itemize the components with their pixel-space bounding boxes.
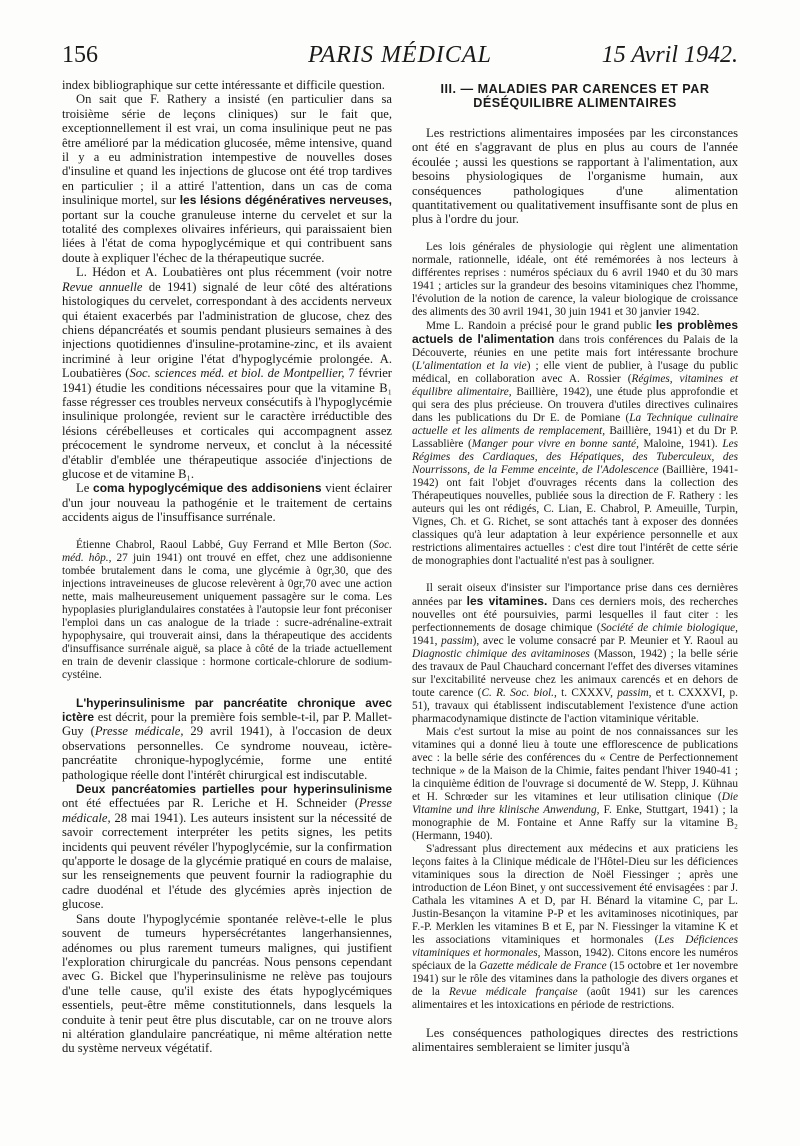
paragraph: Les conséquences pathologiques directes des restrictions alimentaires sembleraient se limiter jusqu'à	[412, 1025, 738, 1055]
small-paragraph: Il serait oiseux d'insister sur l'importance prise dans ces dernières années par les vitamines. Dans ces derniers mois, des recherches nouvelles ont été poursuivies, parmi lesquelles il faut citer : les perfectionnements de dosage chimique (Société de chimie biologique, 1941, passim), avec le volume consacré par P. Meunier et Y. Raoul au Diagnostic chimique des avitaminoses (Masson, 1942) ; la belle série des travaux de Paul Chauchard concernant l'effet des diverses vitamines sur l'excitabilité nerveuse chez les animaux carencés et en dehors de toute carence (C. R. Soc. biol., t. CXXXV, passim, et t. CXXXVI, p. 51), travaux qui établissent indiscutablement l'existence d'une action pharmacodynamique distincte de l'action vitaminique véritable.	[412, 581, 739, 725]
small-paragraph: Étienne Chabrol, Raoul Labbé, Guy Ferrand et Mlle Berton (Soc. méd. hôp., 27 juin 1941) ont trouvé en effet, chez une addisonienne tombée brutalement dans le coma, une glycémie à 0gr,30, que des injections intraveineuses de glucose relevèrent à 0gr,70 avec une action nette, mais malheureusement uniquement passagère sur le coma. Les hypoplasies pluriglandulaires constatées à l'autopsie leur font préconiser l'emploi dans un cas analogue de la triade : sucre-adrénaline-extrait hypophysaire, qui trouverait ainsi, dans la thérapeutique des accidents d'insuffisance surrénale aiguë, sa place à côté de la triade actuellement en train de devenir classique : hormone corticale-chlorure de sodium-cystéine.	[62, 538, 392, 681]
bold-term: L'hyperinsulinisme par pancréatite chronique avec ictère	[62, 695, 392, 724]
issue-date: 15 Avril 1942.	[601, 42, 738, 68]
bold-term: coma hypoglycémique des addisoniens	[93, 481, 322, 496]
page-header	[62, 42, 738, 76]
bold-term: les problèmes actuels de l'alimentation	[412, 317, 738, 346]
paragraph: index bibliographique sur cette intéressante et difficile question.	[62, 78, 385, 92]
running-title: PARIS MÉDICAL	[308, 42, 492, 68]
left-column	[62, 78, 392, 1056]
paragraph: Sans doute l'hypoglycémie spontanée relève-t-elle le plus souvent de tumeurs hypersécrétantes langerhansiennes, adénomes ou plus rarement tumeurs malignes, qui justifient l'exploration chirurgicale du pancréas. Nous pensons cependant avec G. Bickel que l'hyperinsulinisme ne relève pas toujours d'une telle cause, qu'il existe des états hypoglycémiques essentiels, peut-être même constitutionnels, dans lesquels la conduite à tenir peut être plus discutable, car on ne trouve alors ni altération glandulaire pancréatique, ni même altération nette du système nerveux végétatif.	[62, 911, 392, 1056]
paragraph: Deux pancréatomies partielles pour hyperinsulinisme ont été effectuées par R. Leriche et H. Schneider (Presse médicale, 28 mai 1941). Les auteurs insistent sur la nécessité de savoir correctement interpréter les petits signes, les petits incidents qui peuvent révéler l'hypoglycémie, sur la confirmation qu'apporte le dosage de la glycémie pratiqué en cours de malaise, sur les renseignements que peuvent fournir la radiographie du cadre duodénal et l'étude des glycémies après injection de glucose.	[62, 782, 392, 912]
paragraph: Les restrictions alimentaires imposées par les circonstances ont été en s'aggravant de plus en plus au cours de l'année écoulée ; aussi les questions se rapportant à l'alimentation, aux besoins physiologiques de l'organisme humain, aux conséquences pathologiques d'une alimentation quantitativement ou qualitativement insuffisante sont de plus en plus à l'ordre du jour.	[412, 126, 738, 227]
bold-term: Deux pancréatomies partielles pour hyperinsulinisme	[76, 782, 392, 797]
small-paragraph: S'adressant plus directement aux médecins et aux praticiens les leçons faites à la Clinique médicale de l'Hôtel-Dieu sur les déficiences vitaminiques sous la direction de Noël Fiessinger ; après une introduction de Léon Binet, y ont successivement été envisagées : par J. Cathala les vitamines A et D, par H. Bénard la vitamine C, par L. Justin-Besançon la vitamine P-P et les avitaminoses nicotiniques, par F.-P. Merklen les vitamines B et E, par N. Fiessinger la vitamine K et les associations vitaminiques et hormonales (Les Déficiences vitaminiques et hormonales, Masson, 1942). Citons encore les numéros spéciaux de la Gazette médicale de France (15 octobre et 1er novembre 1941) sur le rôle des vitamines dans la pathologie des divers organes et de la Revue médicale française (août 1941) sur les carences alimentaires et les intoxications en période de restrictions.	[412, 842, 738, 1011]
small-paragraph: Mme L. Randoin a précisé pour le grand public les problèmes actuels de l'alimentation dans trois conférences du Palais de la Découverte, réunies en une petite mais fort intéressante brochure (L'alimentation et la vie) ; elle vient de publier, à l'usage du public médical, en collaboration avec A. Rossier (Régimes, vitamines et équilibre alimentaire, Baillière, 1942), une étude plus approfondie et qui sera des plus précieuse. On trouvera d'utiles directives culinaires dans les publications du Dr E. de Pomiane (La Technique culinaire actuelle et les aliments de remplacement, Baillière, 1941) et du Dr P. Lassablière (Manger pour vivre en bonne santé, Maloine, 1941). Les Régimes des Cardiaques, des Hépatiques, des Tuberculeux, des Nourrissons, de la Femme enceinte, de l'Adolescence (Baillière, 1941-1942) ont fait l'objet d'ouvrages récents dans la collection des Thérapeutiques nouvelles, publiée sous la direction de F. Rathery : les auteurs qui les ont rédigés, C. Lian, E. Chabrol, P. Ameuille, Turpin, Vignes, Ch. et G. Richet, se sont attachés tant à exposer des données classiques qu'à leur adaptation à leur expérience personnelle et aux restrictions alimentaires actuelles : c'est dire tout l'intérêt de cette série de monographies dont l'actualité n'est pas à souligner.	[412, 317, 739, 567]
paragraph: On sait que F. Rathery a insisté (en particulier dans sa troisième série de leçons cliniques) sur le fait que, exceptionnellement il est vrai, un coma insulinique peut ne pas être amélioré par la médication glucosée, même intensive, quand il y a eu administration intempestive de nouvelles doses d'insuline et quand les injections de glucose ont été trop tardives en particulier ; il a attiré l'attention, dans un cas de coma insulinique mortel, sur les lésions dégénératives nerveuses, portant sur la couche granuleuse interne du cervelet et sur la totalité des complexes olivaires inférieurs, qui paraissaient bien liées à l'état de coma hypoglycémique et qui contribuent sans doute à expliquer l'échec de la thérapeutique sucrée.	[62, 92, 392, 265]
bold-term: les lésions dégénératives nerveuses,	[179, 193, 392, 208]
page-number: 156	[62, 42, 98, 68]
paragraph: L. Hédon et A. Loubatières ont plus récemment (voir notre Revue annuelle de 1941) signalé de leur côté des altérations histologiques du cervelet, correspondant à des accidents nerveux qui étaient exacerbés par l'administration de glucose, chez des chiens dépancréatés et soumis pendant plusieurs semaines à des injections quotidiennes d'insuline-protamine-zinc, et ils avaient incriminé à leur origine l'état d'hypoglycémie prolongée. A. Loubatières (Soc. sciences méd. et biol. de Montpellier, 7 février 1941) étudie les conditions nécessaires pour que la vitamine B₁ fasse régresser ces troubles nerveux consécutifs à l'hypoglycémie insulinique prolongée, revient sur le caractère irréductible des lésions cérébelleuses et corticales qui accompagnent assez précocement le syndrome nerveux, et conclut à la nécessité d'établir d'emblée une thérapeutique associée d'injections de glucose et de vitamine B₁.	[62, 265, 392, 481]
bold-term: les vitamines.	[466, 593, 548, 608]
paragraph: Le coma hypoglycémique des addisoniens vient éclairer d'un jour nouveau la pathogénie et le traitement de certains accidents aigus de l'insuffisance surrénale.	[62, 481, 392, 525]
paragraph: L'hyperinsulinisme par pancréatite chronique avec ictère est décrit, pour la première fois semble-t-il, par P. Mallet-Guy (Presse médicale, 29 avril 1941), à l'occasion de deux observations personnelles. Ce syndrome nouveau, ictère-pancréatite chronique-hypoglycémie, forme une entité pathologique réelle dont l'intérêt chirurgical est indiscutable.	[62, 695, 393, 782]
small-paragraph: Les lois générales de physiologie qui règlent une alimentation normale, rationnelle, idéale, ont été remémorées à nos lecteurs à différentes reprises : numéros spéciaux du 6 avril 1940 et du 30 mars 1941 ; articles sur la grandeur des besoins vitaminiques chez l'homme, l'évolution de la notion de carence, la valeur biologique de croissance des aliments des 30 avril 1941, 30 juin 1941 et 30 janvier 1942.	[412, 240, 738, 318]
section-title: III. — MALADIES PAR CARENCES ET PAR DÉSÉQUILIBRE ALIMENTAIRES	[440, 82, 710, 110]
small-paragraph: Mais c'est surtout la mise au point de nos connaissances sur les vitamines qui a donné lieu à toute une efflorescence de publications avec : la belle série des conférences du « Centre de Perfectionnement technique » de la Maison de la Chimie, faites pendant l'hiver 1940-41 ; la cinquième édition de l'ouvrage si documenté de W. Stepp, J. Kühnau et H. Schrœder sur les vitamines et leur utilisation clinique (Die Vitamine und ihre klinische Anwendung, F. Enke, Stuttgart, 1941) ; la monographie de M. Fontaine et Anne Raffy sur la vitamine B₂ (Hermann, 1940).	[412, 725, 738, 842]
right-column	[412, 78, 738, 1055]
